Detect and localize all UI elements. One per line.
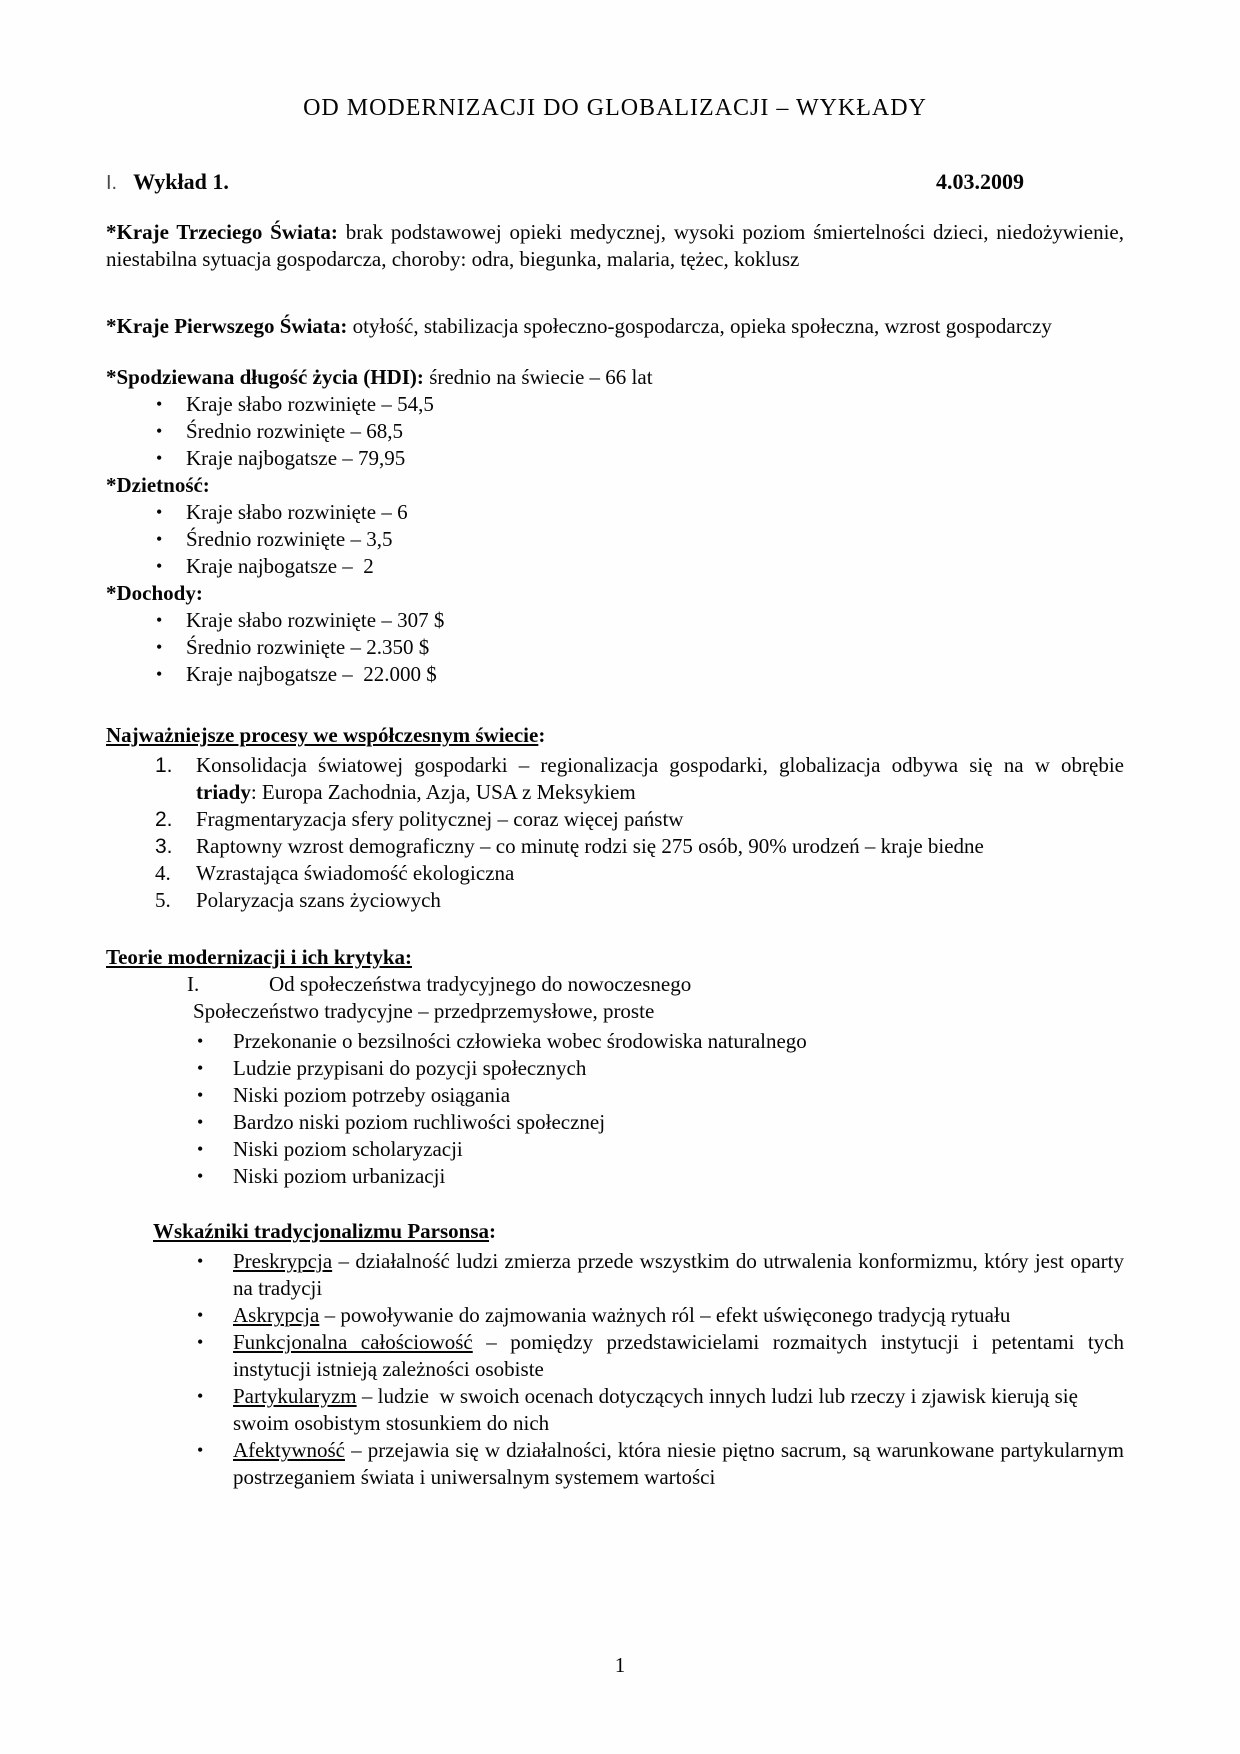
paragraph-text: brak podstawowej opieki medycznej, wysoki poziom śmiertelności dzieci, niedożywienie, niestabilna sytuacja gospodarcza, choroby: odra, biegunka, malaria, tężec, koklusz [106,220,1124,271]
section-heading-parsons [106,1218,1124,1245]
numbered-list-item [106,752,1124,806]
list-item [106,1082,1124,1109]
section-heading-text: Najważniejsze procesy we współczesnym świecie [106,723,539,747]
list-item-definition: – pomiędzy przedstawicielami rozmaitych instytucji i petentami tych instytucji istnieją zależności osobiste [233,1330,1124,1381]
section-fertility [106,472,1124,580]
numbered-list-item [106,806,1124,833]
list-item-text: Kraje najbogatsze – 79,95 [186,446,406,470]
list-item [106,1302,1124,1329]
paragraph-third-world-countries [106,219,1124,273]
document-title: OD MODERNIZACJI DO GLOBALIZACJI – WYKŁADY [303,95,927,121]
bullet-icon: • [156,637,163,657]
section-lead-text: średnio na świecie – 66 lat [423,365,653,389]
list-item [106,1248,1124,1302]
bullet-icon: • [197,1386,204,1406]
list-item-text [233,1302,1124,1329]
list-item-text: Raptowny wzrost demograficzny – co minutę rodzi się 275 osób, 90% urodzeń – kraje biedne [196,834,984,858]
bullet-icon: • [197,1440,204,1460]
list-item [106,1329,1124,1383]
list-item-definition: – ludzie w swoich ocenach dotyczących innych ludzi lub rzeczy i zjawisk kierują się swoim osobistym stosunkiem do nich [233,1384,1078,1435]
list-item-term: Partykularyzm [233,1384,357,1408]
lecture-date: 4.03.2009 [936,169,1024,194]
list-item-term: Funkcjonalna całościowość [233,1330,473,1354]
lecture-title: Wykład 1. [133,169,229,194]
theories-subtitle: Społeczeństwo tradycyjne – przedprzemysłowe, proste [193,999,655,1023]
list-item-text: Kraje słabo rozwinięte – 307 $ [186,608,445,632]
bullet-icon: • [197,1251,204,1271]
bullet-icon: • [197,1058,204,1078]
list-item-definition: – działalność ludzi zmierza przede wszystkim do utrwalenia konformizmu, który jest oparty na tradycji [233,1249,1124,1300]
list-item-text [233,1248,1124,1302]
section-income [106,580,1124,688]
list-item-text: Kraje słabo rozwinięte – 54,5 [186,392,434,416]
list-item-text [196,752,1124,806]
paragraph-lead: *Kraje Pierwszego Świata: [106,314,348,338]
list-item-text: Od społeczeństwa tradycyjnego do nowoczesnego [269,972,692,996]
list-item-text: Kraje najbogatsze – 22.000 $ [186,662,437,686]
paragraph-text: otyłość, stabilizacja społeczno-gospodarcza, opieka społeczna, wzrost gospodarczy [347,314,1052,338]
list-item-text: Przekonanie o bezsilności człowieka wobec środowiska naturalnego [233,1029,807,1053]
list-item-definition: – powoływanie do zajmowania ważnych ról – efekt uświęconego tradycją rytuału [319,1303,1011,1327]
paragraph-first-world-countries [106,313,1124,340]
bullet-icon: • [197,1139,204,1159]
list-item [106,391,1124,418]
list-item [106,634,1124,661]
list-item [106,607,1124,634]
list-marker: I. [187,972,200,996]
list-marker: 2. [155,808,173,831]
list-item [106,499,1124,526]
list-item-term: Preskrypcja [233,1249,333,1273]
bullet-icon: • [156,394,163,414]
section-heading-text: Wskaźniki tradycjonalizmu Parsonsa [153,1219,490,1243]
bullet-icon: • [156,610,163,630]
list-item-text: Średnio rozwinięte – 2.350 $ [186,635,430,659]
bullet-icon: • [156,529,163,549]
list-item [106,1437,1124,1491]
list-item-text [233,1383,1124,1437]
list-item [106,1055,1124,1082]
roman-numbered-item [106,971,1124,998]
list-item [106,553,1124,580]
list-item-text: Bardzo niski poziom ruchliwości społecznej [233,1110,606,1134]
list-marker: 4. [155,861,171,885]
section-life-expectancy [106,364,1124,472]
section-heading-processes [106,722,1124,749]
list-marker: 1. [155,754,173,777]
list-item-text [233,1437,1124,1491]
numbered-list-processes [106,752,1124,914]
list-marker: 3. [155,835,173,858]
paragraph-lead: *Kraje Trzeciego Świata: [106,220,338,244]
list-item [106,661,1124,688]
list-item-text-bold: triady [196,780,251,804]
list-item [106,1136,1124,1163]
lecture-list-marker: I. [106,172,118,194]
bullet-icon: • [197,1031,204,1051]
list-marker: 5. [155,888,171,912]
bullet-icon: • [156,664,163,684]
lecture-header-left [106,168,229,197]
list-item-text: Niski poziom potrzeby osiągania [233,1083,511,1107]
list-item-text: Średnio rozwinięte – 3,5 [186,527,393,551]
numbered-list-item [106,887,1124,914]
list-item [106,418,1124,445]
list-item-text: Niski poziom urbanizacji [233,1164,446,1188]
list-item [106,1383,1124,1437]
list-item-text-post: : Europa Zachodnia, Azja, USA z Meksykiem [250,780,636,804]
section-lead-line [106,364,1124,391]
list-item-text-pre: Konsolidacja światowej gospodarki – regionalizacja gospodarki, globalizacja odbywa się na w obrębie [196,753,1124,777]
numbered-list-item [106,833,1124,860]
list-item [106,1028,1124,1055]
list-item-text: Polaryzacja szans życiowych [196,888,441,912]
list-item-term: Askrypcja [233,1303,320,1327]
list-item-text [233,1329,1124,1383]
section-heading-colon: : [489,1219,497,1243]
section-lead: *Dochody: [106,581,203,605]
bullet-icon: • [197,1332,204,1352]
list-item [106,1109,1124,1136]
bullet-icon: • [197,1305,204,1325]
numbered-list-item [106,860,1124,887]
list-item-text: Kraje najbogatsze – 2 [186,554,374,578]
bullet-icon: • [156,421,163,441]
bullet-icon: • [156,502,163,522]
bullet-icon: • [156,448,163,468]
list-item [106,1163,1124,1190]
section-heading-text: Teorie modernizacji i ich krytyka: [106,945,413,969]
section-lead: *Dzietność: [106,473,210,497]
list-item-definition: – przejawia się w działalności, która niesie piętno sacrum, są warunkowane partykularnym postrzeganiem świata i uniwersalnym systemem wartości [233,1438,1124,1489]
bullet-icon: • [156,556,163,576]
list-item [106,526,1124,553]
section-heading-theories [106,944,1124,971]
bullet-list-theories [106,1028,1124,1190]
bullet-icon: • [197,1166,204,1186]
list-item-text: Niski poziom scholaryzacji [233,1137,463,1161]
list-item-text: Ludzie przypisani do pozycji społecznych [233,1056,587,1080]
list-item-text: Średnio rozwinięte – 68,5 [186,419,403,443]
list-item-term: Afektywność [233,1438,345,1462]
list-item-text: Kraje słabo rozwinięte – 6 [186,500,408,524]
page-number: 1 [614,1653,626,1677]
bullet-list-parsons [106,1248,1124,1491]
list-item-text: Fragmentaryzacja sfery politycznej – coraz więcej państw [196,807,684,831]
bullet-icon: • [197,1112,204,1132]
lecture-header [106,168,1124,197]
section-heading-colon: : [538,723,546,747]
bullet-icon: • [197,1085,204,1105]
list-item-text: Wzrastająca świadomość ekologiczna [196,861,515,885]
list-item [106,445,1124,472]
section-lead: *Spodziewana długość życia (HDI): [106,365,424,389]
